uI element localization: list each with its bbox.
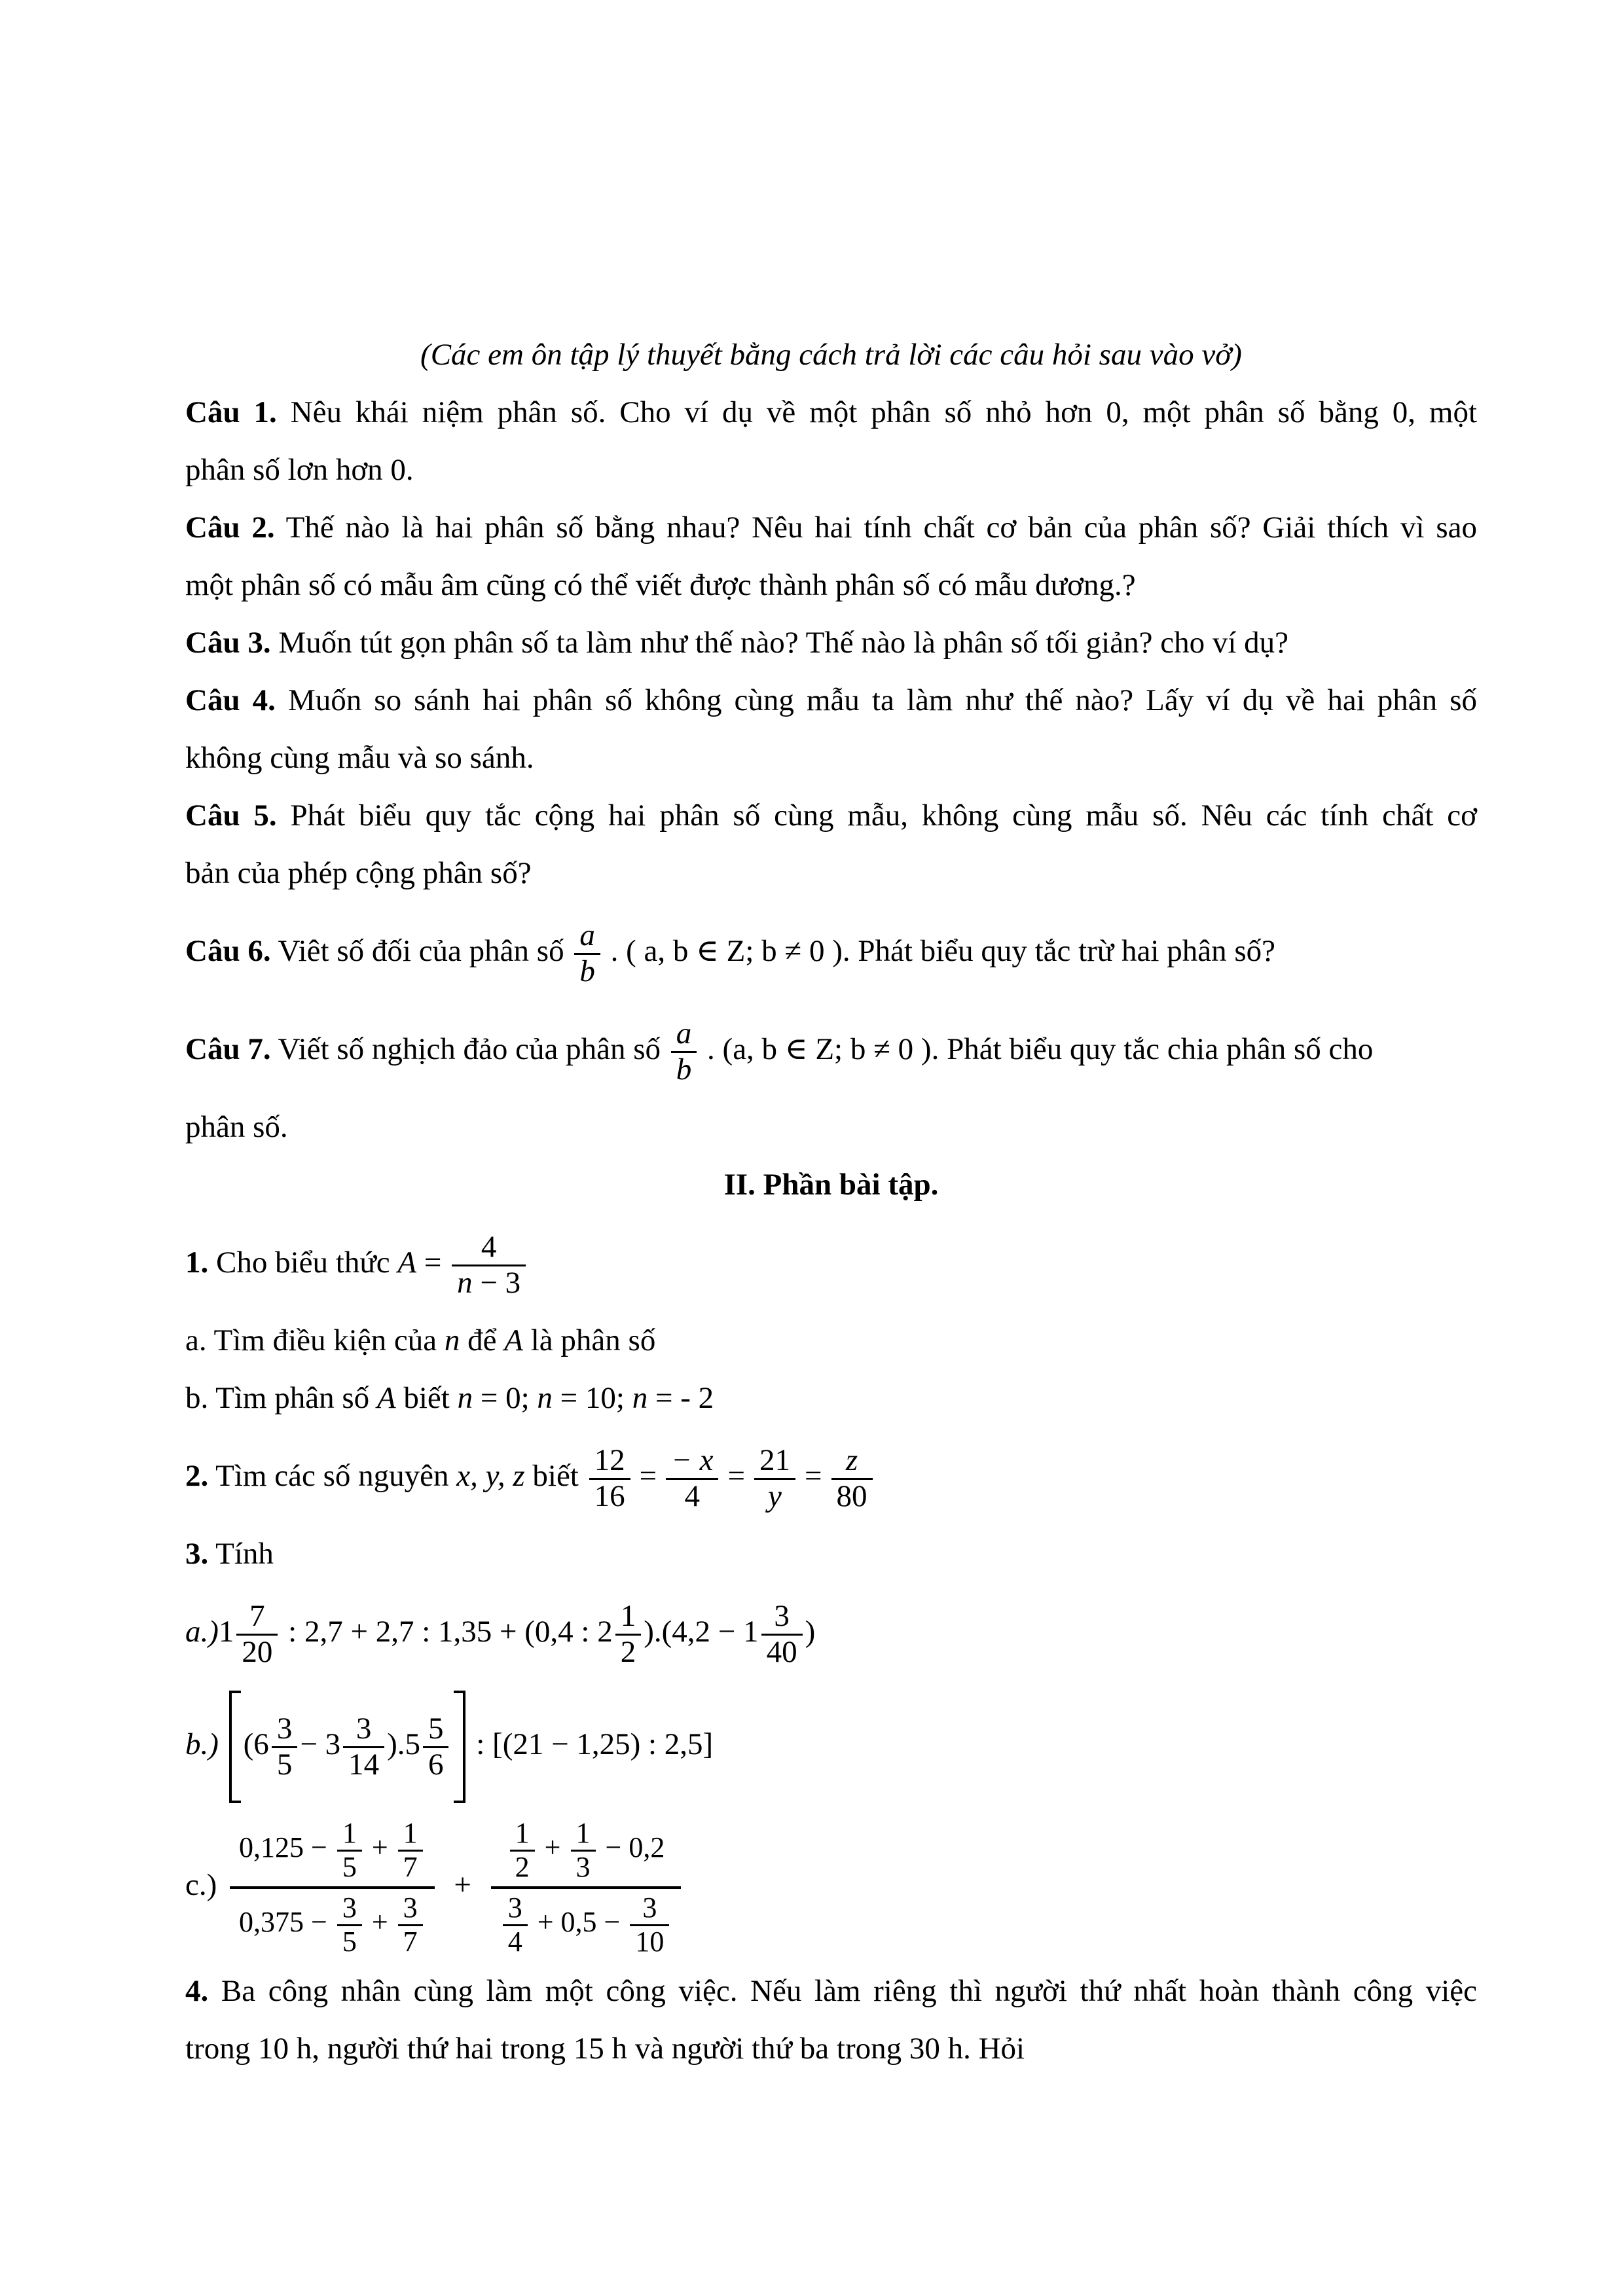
document-content — [185, 326, 1477, 2077]
frac-numerator: 3 — [774, 1598, 790, 1633]
exercise-3b-t1: (6 — [243, 1727, 269, 1761]
frac-denominator: 5 — [337, 1924, 362, 1958]
text-run: biết — [395, 1381, 458, 1415]
frac-1-3 — [571, 1818, 596, 1883]
question-2-line-1 — [185, 499, 1477, 556]
frac-1-2 — [615, 1600, 642, 1670]
frac-denominator: y — [754, 1478, 795, 1514]
frac-3-40 — [761, 1600, 803, 1670]
text-run: A — [397, 1246, 417, 1280]
frac-numerator: 3 — [276, 1711, 293, 1746]
frac-numerator: 1 — [342, 1816, 357, 1849]
text-run: n — [632, 1381, 648, 1415]
exercise-3-text: Tính — [215, 1537, 274, 1571]
exercise-1b — [185, 1369, 1477, 1427]
frac-numerator: z — [845, 1443, 858, 1477]
frac-a-b — [671, 1017, 697, 1087]
frac-numerator: 1 — [575, 1816, 591, 1849]
text-run: = — [416, 1246, 450, 1280]
exercise-4-label: 4. — [185, 1974, 209, 2008]
big-fraction-1-denominator — [230, 1886, 435, 1961]
frac-negx-4 — [666, 1444, 718, 1514]
question-3-label: Câu 3. — [185, 626, 271, 660]
frac-denominator: 5 — [272, 1746, 298, 1782]
frac-z-80 — [831, 1444, 873, 1514]
equals-sign: = — [804, 1459, 822, 1493]
frac-denominator: b — [671, 1051, 697, 1087]
exercise-3a — [185, 1583, 1477, 1681]
frac-denominator: 7 — [398, 1850, 423, 1884]
frac-denominator: 7 — [398, 1924, 423, 1958]
exercise-3c-label: c.) — [185, 1868, 217, 1902]
frac-denominator: 16 — [589, 1478, 630, 1514]
question-1-text: Nêu khái niệm phân số. Cho ví dụ về một phân số nhỏ hơn 0, một phân số bằng 0, một — [290, 395, 1478, 429]
question-5-line-1 — [185, 787, 1477, 844]
right-square-bracket — [454, 1691, 465, 1803]
text-run: = - 2 — [647, 1381, 714, 1415]
question-6-pre: Viêt số đối của phân số — [278, 934, 564, 968]
question-5-text: Phát biểu quy tắc cộng hai phân số cùng mẫu, không cùng mẫu số. Nêu các tính chất cơ — [290, 798, 1477, 833]
big-fraction-2-numerator — [491, 1814, 682, 1886]
question-5 — [185, 787, 1477, 902]
text-run: n — [444, 1323, 460, 1357]
question-7-line-1 — [185, 1000, 1477, 1098]
variable-n: n — [457, 1265, 473, 1300]
frac-numerator: 21 — [759, 1443, 790, 1477]
frac-denominator: 20 — [236, 1634, 278, 1670]
frac-3-7 — [398, 1892, 423, 1958]
frac-denominator: 2 — [510, 1850, 535, 1884]
mixed-int: 1 — [218, 1615, 234, 1649]
exercise-3b — [185, 1681, 1477, 1808]
question-4-line-1 — [185, 672, 1477, 729]
frac-numerator: 7 — [249, 1598, 265, 1633]
text-run: Cho biểu thức — [216, 1246, 398, 1280]
exercise-4 — [185, 1962, 1477, 2077]
exercise-1-pre — [216, 1246, 449, 1280]
equals-sign: = — [727, 1459, 745, 1493]
exercise-4-text: Ba công nhân cùng làm một công việc. Nếu làm riêng thì người thứ nhất hoàn thành công việc — [221, 1974, 1478, 2008]
plus-sign: + — [454, 1868, 471, 1902]
equals-sign: = — [639, 1459, 657, 1493]
text-run: Tìm các số nguyên — [215, 1459, 457, 1493]
exercise-3 — [185, 1525, 1477, 1583]
frac-numerator: 1 — [515, 1816, 530, 1849]
question-1 — [185, 384, 1477, 499]
exercise-3a-label: a.) — [185, 1615, 219, 1649]
frac-5-6 — [423, 1712, 449, 1782]
frac-denominator: 14 — [343, 1746, 384, 1782]
exercise-3b-label: b.) — [185, 1727, 219, 1761]
text-run: để — [460, 1323, 505, 1357]
section-title: II. Phần bài tập. — [723, 1168, 939, 1202]
exercise-3a-t2: ).(4,2 − 1 — [644, 1615, 759, 1649]
question-5-line-2: bản của phép cộng phân số? — [185, 856, 532, 890]
text-run: = 10; — [552, 1381, 632, 1415]
question-7-pre: Viết số nghịch đảo của phân số — [278, 1032, 661, 1066]
exercise-2-label: 2. — [185, 1459, 209, 1493]
question-2-line-2: một phân số có mẫu âm cũng có thể viết được thành phân số có mẫu dương.? — [185, 568, 1136, 602]
frac-denominator: 2 — [615, 1634, 642, 1670]
text-run: A — [376, 1381, 396, 1415]
question-7-line-2: phân số. — [185, 1110, 288, 1144]
question-4-line-2: không cùng mẫu và so sánh. — [185, 741, 534, 775]
frac-numerator: − x — [671, 1443, 714, 1477]
frac-1-2 — [510, 1818, 535, 1883]
frac-denominator: 80 — [831, 1478, 873, 1514]
term: 0,375 − — [239, 1906, 327, 1939]
question-4-label: Câu 4. — [185, 683, 276, 717]
frac-numerator: 3 — [342, 1892, 357, 1924]
exercise-4-line-1 — [185, 1962, 1477, 2020]
exercise-1 — [185, 1213, 1477, 1312]
frac-numerator: a — [676, 1016, 692, 1050]
question-2 — [185, 499, 1477, 614]
question-1-line-1 — [185, 384, 1477, 441]
question-2-label: Câu 2. — [185, 511, 275, 545]
frac-numerator: 5 — [428, 1711, 444, 1746]
question-4-text: Muốn so sánh hai phân số không cùng mẫu ta làm như thế nào? Lấy ví dụ về hai phân số — [287, 683, 1477, 717]
big-fraction-1-numerator — [230, 1814, 435, 1886]
instruction-note: (Các em ôn tập lý thuyết bằng cách trả lời các câu hỏi sau vào vở) — [420, 338, 1242, 372]
exercise-3-label: 3. — [185, 1537, 209, 1571]
frac-denominator: 5 — [337, 1850, 362, 1884]
frac-denominator: 40 — [761, 1634, 803, 1670]
exercise-3b-t2: − 3 — [300, 1727, 341, 1761]
left-square-bracket — [229, 1691, 241, 1803]
exercise-3b-t3: ).5 — [387, 1727, 420, 1761]
frac-denominator — [452, 1265, 526, 1300]
exercise-3a-t3: ) — [805, 1615, 816, 1649]
question-2-text: Thế nào là hai phân số bằng nhau? Nêu hai tính chất cơ bản của phân số? Giải thích vì sao — [285, 511, 1477, 545]
question-4 — [185, 672, 1477, 787]
frac-numerator: a — [579, 918, 595, 952]
exercise-2-pre — [215, 1459, 586, 1493]
question-7-label: Câu 7. — [185, 1032, 271, 1066]
text-run: = 0; — [473, 1381, 538, 1415]
frac-numerator: 3 — [356, 1711, 372, 1746]
exercise-2 — [185, 1427, 1477, 1525]
exercise-4-line-2: trong 10 h, người thứ hai trong 15 h và người thứ ba trong 30 h. Hỏi — [185, 2032, 1025, 2066]
frac-denominator: 6 — [423, 1746, 449, 1782]
term: − 0,2 — [605, 1831, 665, 1864]
frac-3-5 — [337, 1892, 362, 1958]
frac-21-y — [754, 1444, 795, 1514]
frac-denominator: 4 — [666, 1478, 718, 1514]
frac-denominator: 3 — [571, 1850, 596, 1884]
frac-4-n-3 — [452, 1230, 526, 1300]
frac-denominator: b — [574, 953, 600, 989]
den-rest: − 3 — [480, 1265, 521, 1300]
frac-denominator: 4 — [503, 1924, 528, 1958]
frac-numerator: 1 — [620, 1598, 636, 1633]
text-run: x, y, z — [456, 1459, 525, 1493]
exercise-3c — [185, 1808, 1477, 1962]
question-6-post: . ( a, b ∈ Z; b ≠ 0 ). Phát biểu quy tắc trừ hai phân số? — [610, 934, 1275, 968]
text-run: là phân số — [523, 1323, 656, 1357]
big-fraction-1 — [230, 1814, 435, 1962]
frac-numerator: 4 — [481, 1229, 497, 1264]
big-fraction-2-denominator — [491, 1886, 682, 1961]
frac-numerator: 3 — [403, 1892, 418, 1924]
big-fraction-2 — [491, 1814, 682, 1962]
question-3 — [185, 614, 1477, 672]
term: + 0,5 − — [537, 1906, 621, 1939]
text-run: a. Tìm điều kiện của — [185, 1323, 445, 1357]
question-3-text: Muốn tút gọn phân số ta làm như thế nào? Thế nào là phân số tối giản? cho ví dụ? — [278, 626, 1288, 660]
question-1-line-2: phân số lơn hơn 0. — [185, 453, 414, 487]
text-run: biết — [524, 1459, 587, 1493]
frac-denominator: 10 — [630, 1924, 669, 1958]
frac-3-5 — [272, 1712, 298, 1782]
frac-numerator: 3 — [507, 1892, 522, 1924]
frac-1-5 — [337, 1818, 362, 1883]
operator: + — [371, 1831, 388, 1864]
question-7 — [185, 1000, 1477, 1156]
frac-1-7 — [398, 1818, 423, 1883]
question-1-label: Câu 1. — [185, 395, 277, 429]
frac-numerator: 3 — [642, 1892, 657, 1924]
text-run: n — [457, 1381, 473, 1415]
frac-a-b — [574, 919, 600, 989]
term: 0,125 − — [239, 1831, 327, 1864]
operator: + — [544, 1831, 561, 1864]
frac-7-20 — [236, 1600, 278, 1670]
text-run: b. Tìm phân số — [185, 1381, 377, 1415]
exercise-3a-t1: : 2,7 + 2,7 : 1,35 + (0,4 : 2 — [288, 1615, 613, 1649]
frac-numerator: 12 — [594, 1443, 625, 1477]
frac-3-14 — [343, 1712, 384, 1782]
operator: + — [371, 1906, 388, 1939]
frac-3-4 — [503, 1892, 528, 1958]
exercise-1-label: 1. — [185, 1246, 209, 1280]
question-5-label: Câu 5. — [185, 798, 277, 833]
frac-3-10 — [630, 1892, 669, 1958]
text-run: n — [537, 1381, 553, 1415]
text-run: A — [504, 1323, 523, 1357]
exercise-3b-t4: : [(21 − 1,25) : 2,5] — [476, 1727, 714, 1761]
frac-12-16 — [589, 1444, 630, 1514]
frac-numerator: 1 — [403, 1816, 418, 1849]
question-6-label: Câu 6. — [185, 934, 271, 968]
exercise-1a — [185, 1312, 1477, 1369]
question-7-post: . (a, b ∈ Z; b ≠ 0 ). Phát biểu quy tắc chia phân số cho — [707, 1032, 1374, 1066]
question-6 — [185, 902, 1477, 1000]
